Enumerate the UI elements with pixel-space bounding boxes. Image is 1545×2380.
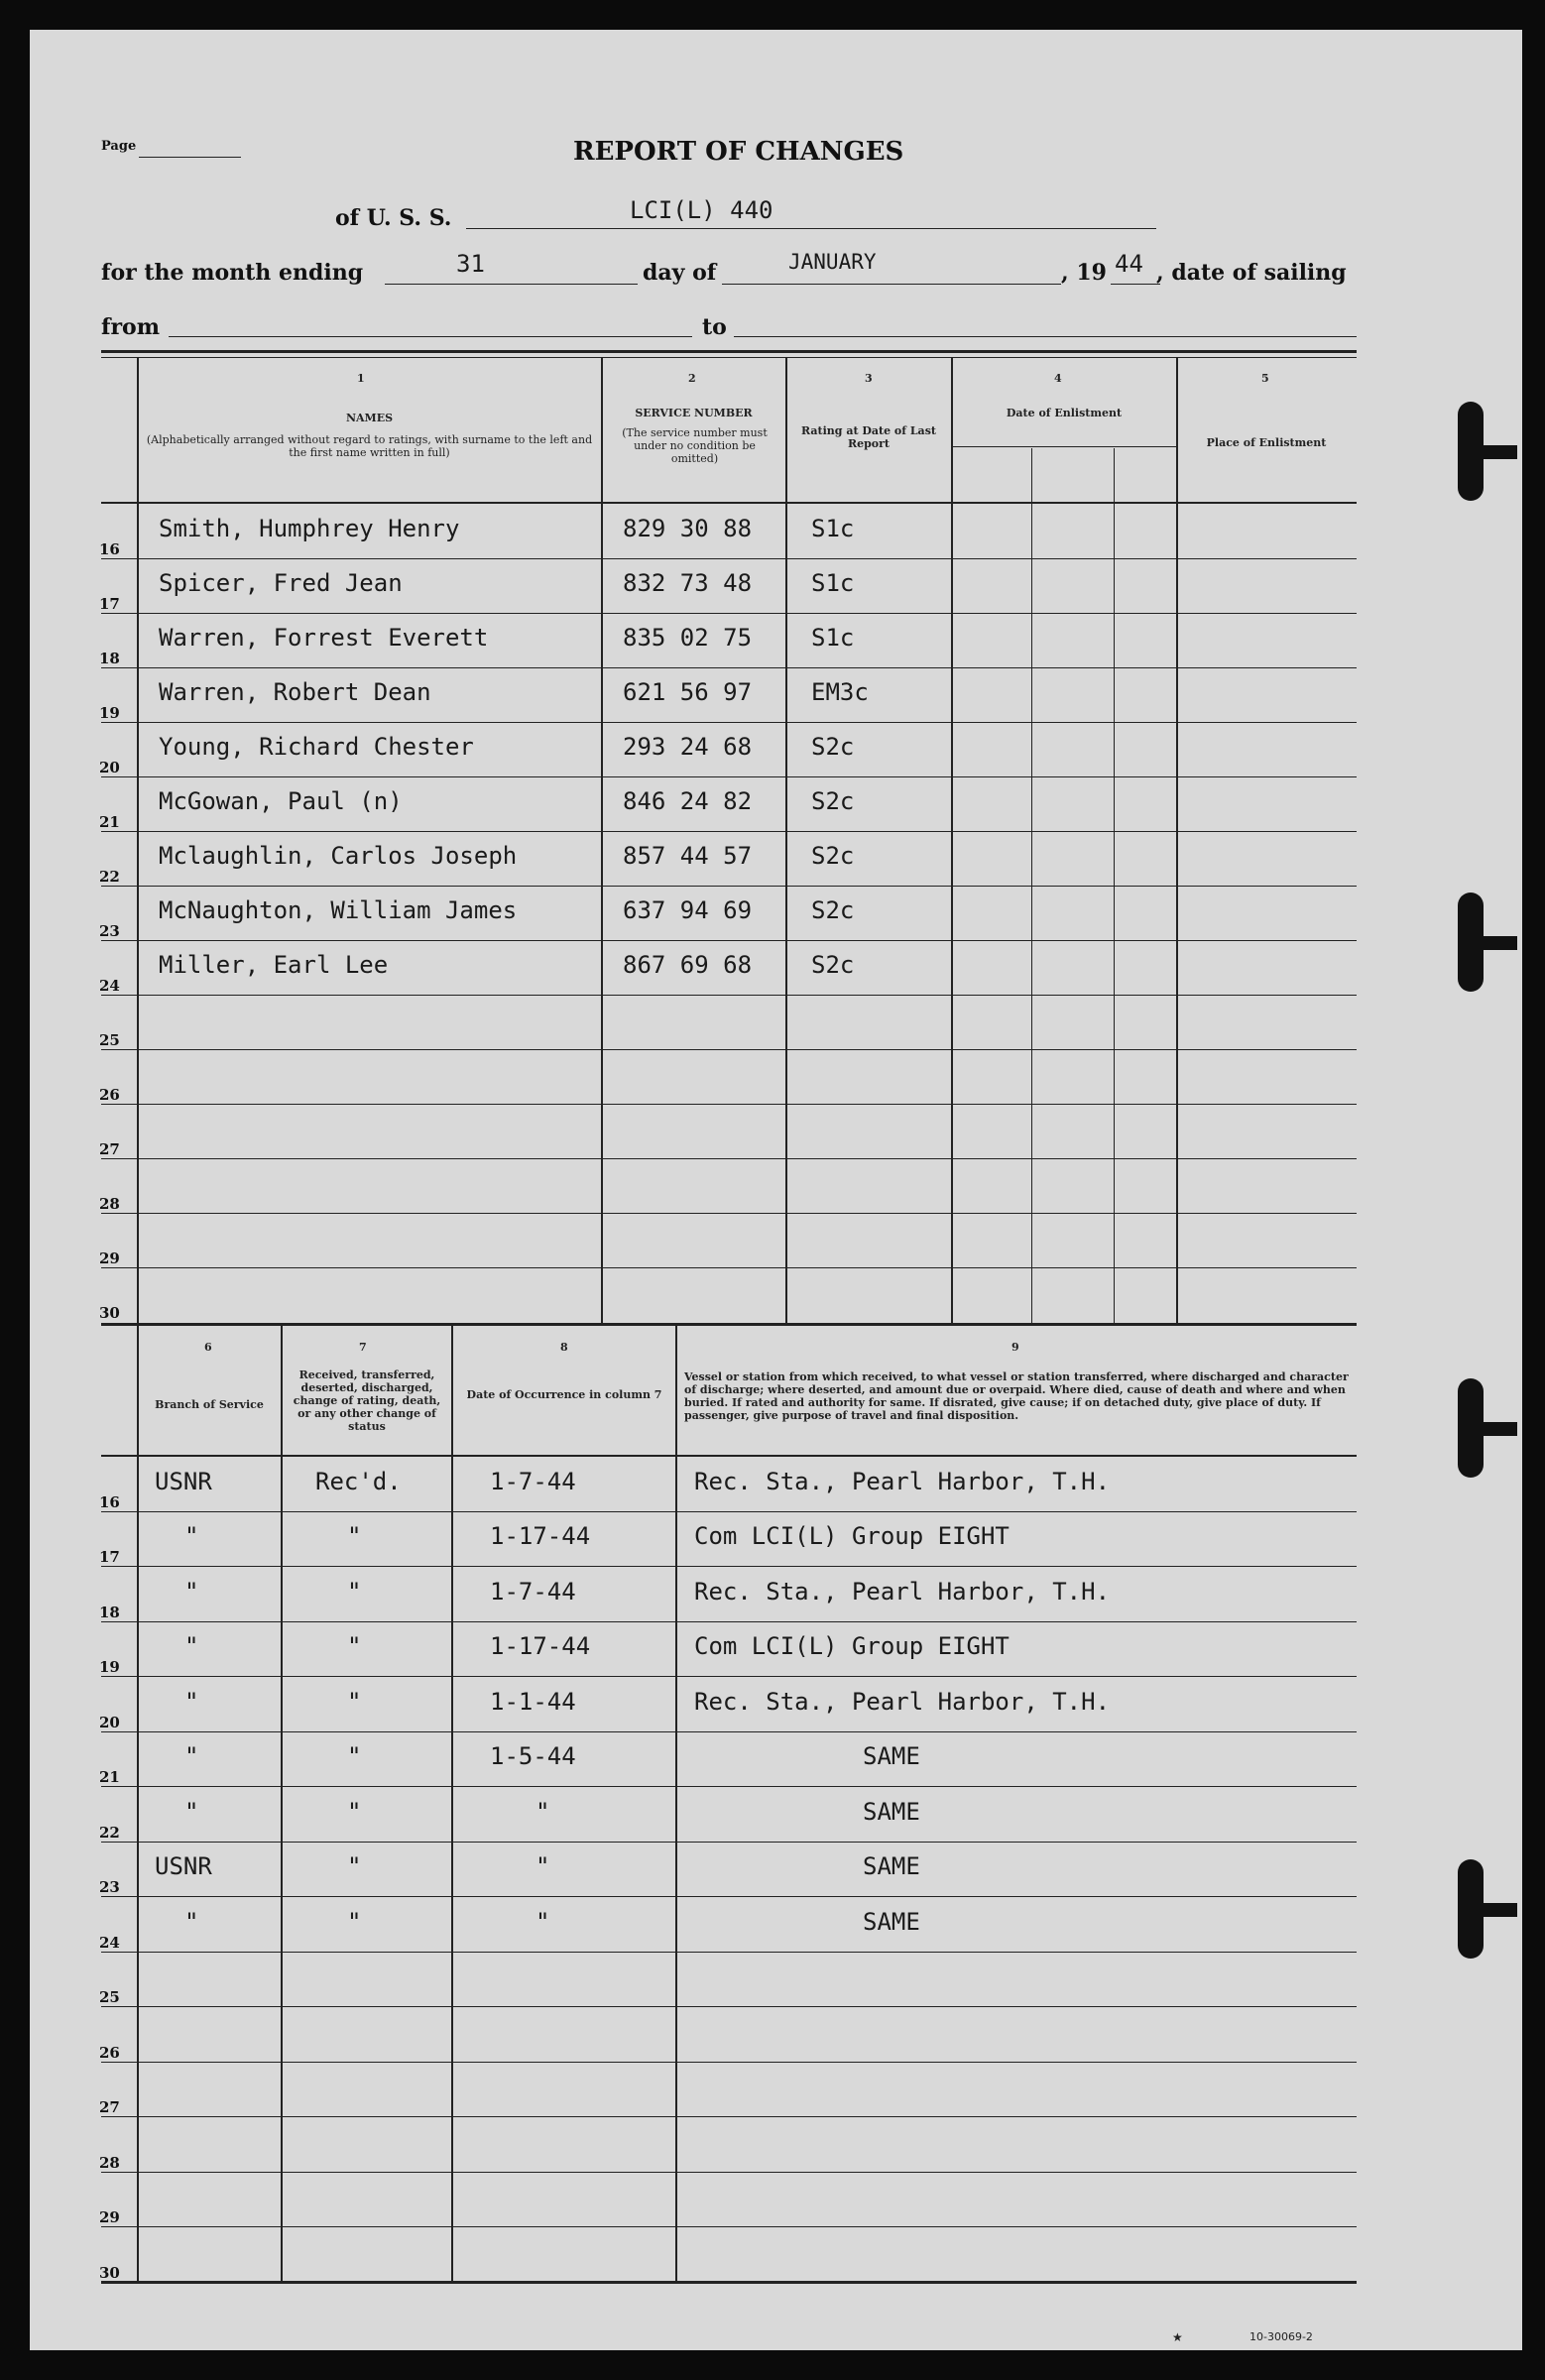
row-number: 28: [99, 1195, 120, 1213]
uss-label: of U. S. S.: [335, 205, 452, 231]
entry-station: SAME: [863, 1742, 920, 1770]
col-number: 4: [1054, 372, 1062, 385]
row-rule: [101, 558, 1357, 559]
col-number: 9: [1011, 1341, 1019, 1354]
col-number: 7: [359, 1341, 367, 1354]
entry-service-number: 621 56 97: [623, 678, 753, 706]
entry-name: Spicer, Fred Jean: [159, 569, 403, 597]
row-rule: [101, 2006, 1357, 2007]
col7-title: Received, transferred, deserted, discharged, change of rating, death, or any other change of status: [293, 1368, 441, 1433]
row-number: 30: [99, 2264, 120, 2282]
print-code: 10-30069-2: [1249, 2330, 1313, 2343]
binder-tab: [1458, 402, 1517, 501]
col4-title: Date of Enlistment: [1006, 407, 1123, 419]
entry-service-number: 867 69 68: [623, 951, 753, 979]
entry-branch: ": [184, 1798, 199, 1826]
month-value: JANUARY: [788, 250, 877, 274]
bottom-table-header-rule: [101, 1455, 1357, 1457]
entry-station: Rec. Sta., Pearl Harbor, T.H.: [694, 1468, 1111, 1495]
row-number: 16: [99, 540, 120, 558]
entry-rating: S2c: [811, 951, 855, 979]
row-rule: [101, 2172, 1357, 2173]
entry-status: ": [347, 1522, 362, 1550]
entry-rating: S2c: [811, 896, 855, 924]
row-number: 24: [99, 1934, 120, 1952]
row-number: 26: [99, 2044, 120, 2062]
row-number: 26: [99, 1086, 120, 1104]
entry-date: 1-17-44: [490, 1632, 591, 1660]
entry-branch: ": [184, 1522, 199, 1550]
row-number: 19: [99, 704, 120, 722]
row-number: 22: [99, 1824, 120, 1842]
entry-station: SAME: [863, 1908, 920, 1936]
entry-rating: S2c: [811, 733, 855, 761]
col8-title: Date of Occurrence in column 7: [466, 1388, 662, 1401]
entry-status: ": [347, 1852, 362, 1880]
entry-name: Mclaughlin, Carlos Joseph: [159, 842, 518, 870]
row-rule: [101, 1049, 1357, 1050]
row-number: 18: [99, 650, 120, 667]
entry-date: ": [535, 1908, 550, 1936]
ship-name: LCI(L) 440: [630, 196, 773, 224]
date-of-sailing-label: , date of sailing: [1156, 260, 1347, 286]
entry-service-number: 832 73 48: [623, 569, 753, 597]
col-number: 8: [560, 1341, 568, 1354]
entry-name: Warren, Robert Dean: [159, 678, 431, 706]
entry-name: Warren, Forrest Everett: [159, 624, 489, 652]
binder-tab: [1458, 1859, 1517, 1959]
row-number: 18: [99, 1604, 120, 1621]
col2-title: SERVICE NUMBER: [635, 407, 753, 419]
row-rule: [101, 1104, 1357, 1105]
entry-date: 1-7-44: [490, 1468, 576, 1495]
entry-status: ": [347, 1688, 362, 1716]
entry-status: ": [347, 1632, 362, 1660]
entry-date: ": [535, 1852, 550, 1880]
year-prefix: , 19: [1061, 260, 1107, 286]
row-rule: [101, 995, 1357, 996]
star-icon: ★: [1172, 2330, 1183, 2344]
col-number: 2: [688, 372, 696, 385]
row-number: 29: [99, 2208, 120, 2226]
entry-rating: EM3c: [811, 678, 869, 706]
entry-service-number: 846 24 82: [623, 787, 753, 815]
row-number: 19: [99, 1658, 120, 1676]
entry-branch: ": [184, 1688, 199, 1716]
entry-status: ": [347, 1798, 362, 1826]
entry-branch: USNR: [155, 1852, 212, 1880]
day-value: 31: [456, 250, 485, 278]
row-number: 30: [99, 1304, 120, 1322]
entry-rating: S1c: [811, 624, 855, 652]
row-number: 25: [99, 1988, 120, 2006]
col3-title: Rating at Date of Last Report: [801, 424, 936, 450]
row-rule: [101, 1566, 1357, 1567]
row-rule: [101, 667, 1357, 668]
year-value: 44: [1115, 250, 1143, 278]
binder-tab: [1458, 892, 1517, 992]
entry-name: Miller, Earl Lee: [159, 951, 389, 979]
day-of-label: day of: [643, 260, 717, 286]
col1-title: NAMES: [345, 412, 394, 424]
page-label: Page: [101, 139, 137, 154]
row-number: 20: [99, 759, 120, 776]
row-number: 17: [99, 595, 120, 613]
row-rule: [101, 1621, 1357, 1622]
col6-title: Branch of Service: [155, 1398, 264, 1411]
row-number: 21: [99, 1768, 120, 1786]
row-rule: [101, 886, 1357, 887]
entry-service-number: 293 24 68: [623, 733, 753, 761]
row-number: 23: [99, 922, 120, 940]
row-rule: [101, 1952, 1357, 1953]
row-number: 17: [99, 1548, 120, 1566]
col-number: 5: [1261, 372, 1269, 385]
entry-status: Rec'd.: [315, 1468, 402, 1495]
entry-station: Rec. Sta., Pearl Harbor, T.H.: [694, 1578, 1111, 1606]
row-rule: [101, 1267, 1357, 1268]
entry-branch: USNR: [155, 1468, 212, 1495]
entry-station: SAME: [863, 1798, 920, 1826]
row-rule: [101, 1786, 1357, 1787]
row-number: 23: [99, 1878, 120, 1896]
entry-service-number: 835 02 75: [623, 624, 753, 652]
row-number: 29: [99, 1250, 120, 1267]
row-rule: [101, 1896, 1357, 1897]
col1-note: (Alphabetically arranged without regard to ratings, with surname to the left and the first name written in full): [146, 433, 593, 459]
entry-branch: ": [184, 1908, 199, 1936]
form-title: REPORT OF CHANGES: [573, 137, 904, 167]
row-rule: [101, 776, 1357, 777]
col5-title: Place of Enlistment: [1206, 436, 1327, 449]
entry-date: 1-7-44: [490, 1578, 576, 1606]
row-number: 16: [99, 1493, 120, 1511]
entry-name: McGowan, Paul (n): [159, 787, 403, 815]
entry-service-number: 637 94 69: [623, 896, 753, 924]
from-label: from: [101, 314, 161, 340]
entry-rating: S1c: [811, 515, 855, 542]
entry-service-number: 829 30 88: [623, 515, 753, 542]
entry-date: 1-5-44: [490, 1742, 576, 1770]
row-number: 27: [99, 1140, 120, 1158]
entry-name: McNaughton, William James: [159, 896, 518, 924]
row-rule: [101, 940, 1357, 941]
top-table-header-rule: [101, 502, 1357, 504]
entry-status: ": [347, 1742, 362, 1770]
entry-date: 1-1-44: [490, 1688, 576, 1716]
binder-tab: [1458, 1378, 1517, 1478]
entry-status: ": [347, 1578, 362, 1606]
row-number: 25: [99, 1031, 120, 1049]
col-number: 6: [204, 1341, 212, 1354]
entry-name: Young, Richard Chester: [159, 733, 474, 761]
row-rule: [101, 2226, 1357, 2227]
entry-date: 1-17-44: [490, 1522, 591, 1550]
entry-station: SAME: [863, 1852, 920, 1880]
entry-station: Com LCI(L) Group EIGHT: [694, 1632, 1010, 1660]
entry-branch: ": [184, 1632, 199, 1660]
row-number: 21: [99, 813, 120, 831]
row-rule: [101, 1158, 1357, 1159]
to-label: to: [702, 314, 727, 340]
entry-branch: ": [184, 1578, 199, 1606]
row-rule: [101, 1842, 1357, 1843]
row-number: 20: [99, 1714, 120, 1731]
col2-note: (The service number must under no condition be omitted): [622, 426, 768, 465]
entry-service-number: 857 44 57: [623, 842, 753, 870]
month-ending-label: for the month ending: [101, 260, 364, 286]
row-rule: [101, 2116, 1357, 2117]
row-rule: [101, 1676, 1357, 1677]
row-rule: [101, 1731, 1357, 1732]
entry-rating: S2c: [811, 787, 855, 815]
col9-title: Vessel or station from which received, to what vessel or station transferred, where discharged and character of discharge; where deserted, and amount due or overpaid. Where died, cause of death and where and when buried. If rated and authority for same. If disrated, give cause; if on detached duty, give place of duty. If passenger, give purpose of travel and final disposition.: [684, 1370, 1349, 1422]
row-rule: [101, 831, 1357, 832]
entry-name: Smith, Humphrey Henry: [159, 515, 460, 542]
row-rule: [101, 722, 1357, 723]
row-number: 28: [99, 2154, 120, 2172]
row-rule: [101, 613, 1357, 614]
entry-date: ": [535, 1798, 550, 1826]
entry-rating: S1c: [811, 569, 855, 597]
col-number: 1: [357, 372, 365, 385]
col-number: 3: [865, 372, 873, 385]
row-number: 24: [99, 977, 120, 995]
row-number: 22: [99, 868, 120, 886]
row-number: 27: [99, 2098, 120, 2116]
entry-status: ": [347, 1908, 362, 1936]
entry-station: Com LCI(L) Group EIGHT: [694, 1522, 1010, 1550]
entry-station: Rec. Sta., Pearl Harbor, T.H.: [694, 1688, 1111, 1716]
entry-branch: ": [184, 1742, 199, 1770]
top-table-top-rule: [101, 350, 1357, 353]
entry-rating: S2c: [811, 842, 855, 870]
row-rule: [101, 1213, 1357, 1214]
document-page: [30, 30, 1522, 2350]
row-rule: [101, 1511, 1357, 1512]
row-rule: [101, 2062, 1357, 2063]
